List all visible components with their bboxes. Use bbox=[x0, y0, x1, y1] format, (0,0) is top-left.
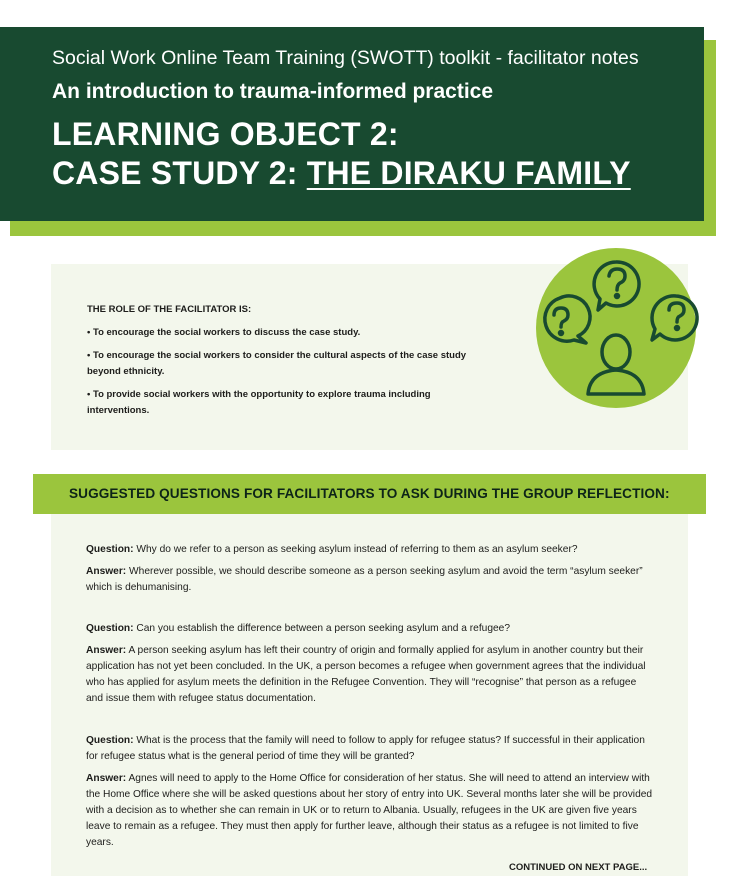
question-label: Question: bbox=[86, 735, 134, 746]
answer bbox=[86, 643, 656, 707]
title-line-1: LEARNING OBJECT 2: bbox=[52, 116, 399, 152]
page-title bbox=[52, 115, 631, 193]
continued-note: CONTINUED ON NEXT PAGE... bbox=[509, 862, 648, 873]
question-text: What is the process that the family will need to follow to apply for refugee status? If successful in their application for refugee status what is the general period of time they will be granted? bbox=[86, 735, 645, 762]
question bbox=[86, 733, 656, 765]
qa-block bbox=[86, 621, 656, 713]
answer-label: Answer: bbox=[86, 773, 127, 784]
answer-label: Answer: bbox=[86, 566, 127, 577]
question-label: Question: bbox=[86, 623, 134, 634]
question-label: Question: bbox=[86, 544, 134, 555]
answer-label: Answer: bbox=[86, 645, 127, 656]
questions-banner bbox=[33, 474, 706, 514]
qa-block bbox=[86, 733, 656, 857]
question-text: Why do we refer to a person as seeking asylum instead of referring to them as an asylum seeker? bbox=[136, 544, 578, 555]
question-text: Can you establish the difference between a person seeking asylum and a refugee? bbox=[136, 623, 510, 634]
qa-block bbox=[86, 542, 656, 602]
answer-text: Agnes will need to apply to the Home Office for consideration of her status. She will need to attend an interview with the Home Office where she will be asked questions about her story of entry into UK. Several months later she will be provided with a decision as to whether she can remain in UK or to return to Albania. Usually, refugees in the UK are given five years leave to remain as a refugee. They must then apply for further leave, although their status as a refugee is not limited to five years. bbox=[86, 773, 653, 848]
answer-text: A person seeking asylum has left their country of origin and formally applied for asylum in another country but their application has not yet been concluded. In the UK, a person becomes a refugee when government agrees that the individual who has applied for asylum meets the definition in the Refugee Convention. They will “recognise” that person as a refugee and issue them with refugee status documentation. bbox=[86, 645, 646, 704]
title-line-2 bbox=[52, 154, 631, 193]
answer bbox=[86, 564, 656, 596]
role-item: • To encourage the social workers to discuss the case study. bbox=[87, 327, 361, 338]
question bbox=[86, 621, 656, 637]
role-list bbox=[87, 325, 492, 426]
questions-banner-text: SUGGESTED QUESTIONS FOR FACILITATORS TO ASK DURING THE GROUP REFLECTION: bbox=[69, 486, 670, 501]
page-header bbox=[0, 27, 704, 221]
title-prefix: CASE STUDY 2: bbox=[52, 155, 307, 191]
question bbox=[86, 542, 656, 558]
role-item: • To encourage the social workers to consider the cultural aspects of the case study beyond ethnicity. bbox=[87, 350, 467, 377]
role-item: • To provide social workers with the opportunity to explore trauma including interventions. bbox=[87, 389, 431, 416]
answer-text: Wherever possible, we should describe someone as a person seeking asylum and avoid the term “asylum seeker” which is dehumanising. bbox=[86, 566, 643, 593]
answer bbox=[86, 771, 656, 851]
toolkit-title: Social Work Online Team Training (SWOTT) toolkit - facilitator notes bbox=[52, 47, 639, 69]
discussion-person-question-icon bbox=[526, 244, 708, 414]
module-subtitle: An introduction to trauma-informed practice bbox=[52, 80, 494, 103]
title-case-name: THE DIRAKU FAMILY bbox=[306, 155, 631, 191]
role-heading: THE ROLE OF THE FACILITATOR IS: bbox=[87, 304, 252, 315]
